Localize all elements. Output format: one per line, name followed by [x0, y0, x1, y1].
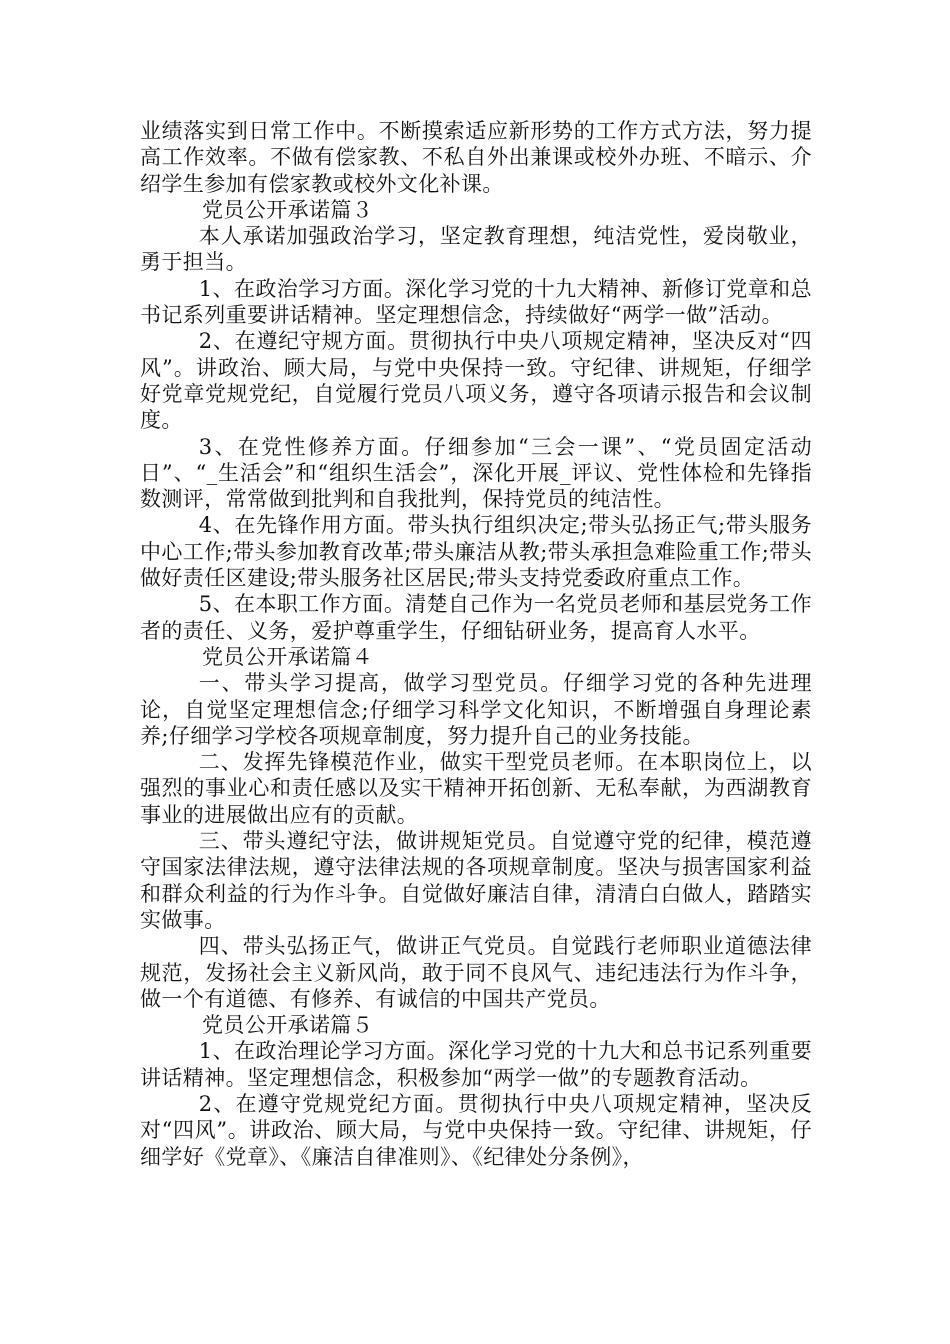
section-heading: 党员公开承诺篇３ [202, 197, 374, 222]
document-page [140, 118, 812, 1170]
paragraph: 本人承诺加强政治学习，坚定教育理想，纯洁党性，爱岗敬业，勇于担当。 [140, 224, 812, 275]
paragraph: 四、带头弘扬正气，做讲正气党员。自觉践行老师职业道德法律规范，发扬社会主义新风尚，敢于同不良风气、违纪违法行为作斗争，做一个有道德、有修养、有诚信的中国共产党员。 [140, 934, 812, 1011]
paragraph: 1、在政治理论学习方面。深化学习党的十九大和总书记系列重要讲话精神。坚定理想信念，积极参加“两学一做”的专题教育活动。 [140, 1039, 812, 1090]
paragraph: 二、发挥先锋模范作业，做实干型党员老师。在本职岗位上，以强烈的事业心和责任感以及实干精神开拓创新、无私奉献，为西湖教育事业的进展做出应有的贡献。 [140, 750, 812, 827]
paragraph: 1、在政治学习方面。深化学习党的十九大精神、新修订党章和总书记系列重要讲话精神。坚定理想信念，持续做好“两学一做”活动。 [140, 276, 812, 328]
paragraph: 4、在先锋作用方面。带头执行组织决定;带头弘扬正气;带头服务中心工作;带头参加教育改革;带头廉洁从教;带头承担急难险重工作;带头做好责任区建设;带头服务社区居民;带头支持党委政府重点工作。 [140, 513, 812, 591]
paragraph: 2、在遵守党规党纪方面。贯彻执行中央八项规定精神，坚决反对“四风”。讲政治、顾大局，与党中央保持一致。守纪律、讲规矩，仔细学好《党章》、《廉洁自律准则》、《纪律处分条例》， [140, 1091, 812, 1169]
paragraph: 三、带头遵纪守法，做讲规矩党员。自觉遵守党的纪律，模范遵守国家法律法规，遵守法律法规的各项规章制度。坚决与损害国家利益和群众利益的行为作斗争。自觉做好廉洁自律，清清白白做人，踏踏实实做事。 [140, 829, 812, 932]
paragraph: 一、带头学习提高，做学习型党员。仔细学习党的各种先进理论，自觉坚定理想信念;仔细学习科学文化知识，不断增强自身理论素养;仔细学习学校各项规章制度，努力提升自己的业务技能。 [140, 671, 812, 748]
paragraph: 5、在本职工作方面。清楚自己作为一名党员老师和基层党务工作者的责任、义务，爱护尊重学生，仔细钻研业务，提高育人水平。 [140, 592, 812, 643]
paragraph: 2、在遵纪守规方面。贯彻执行中央八项规定精神，坚决反对“四风”。讲政治、顾大局，与党中央保持一致。守纪律、讲规矩，仔细学好党章党规党纪，自觉履行党员八项义务，遵守各项请示报告和会议制度。 [140, 329, 812, 433]
paragraph: 3、在党性修养方面。仔细参加“三会一课”、“党员固定活动日”、“_生活会”和“组织生活会”，深化开展_评议、党性体检和先锋指数测评，常常做到批判和自我批判，保持党员的纯洁性。 [140, 434, 812, 512]
section-heading: 党员公开承诺篇５ [202, 1013, 374, 1038]
section-heading: 党员公开承诺篇４ [202, 644, 374, 669]
paragraph: 业绩落实到日常工作中。不断摸索适应新形势的工作方式方法，努力提高工作效率。不做有偿家教、不私自外出兼课或校外办班、不暗示、介绍学生参加有偿家教或校外文化补课。 [140, 119, 812, 196]
